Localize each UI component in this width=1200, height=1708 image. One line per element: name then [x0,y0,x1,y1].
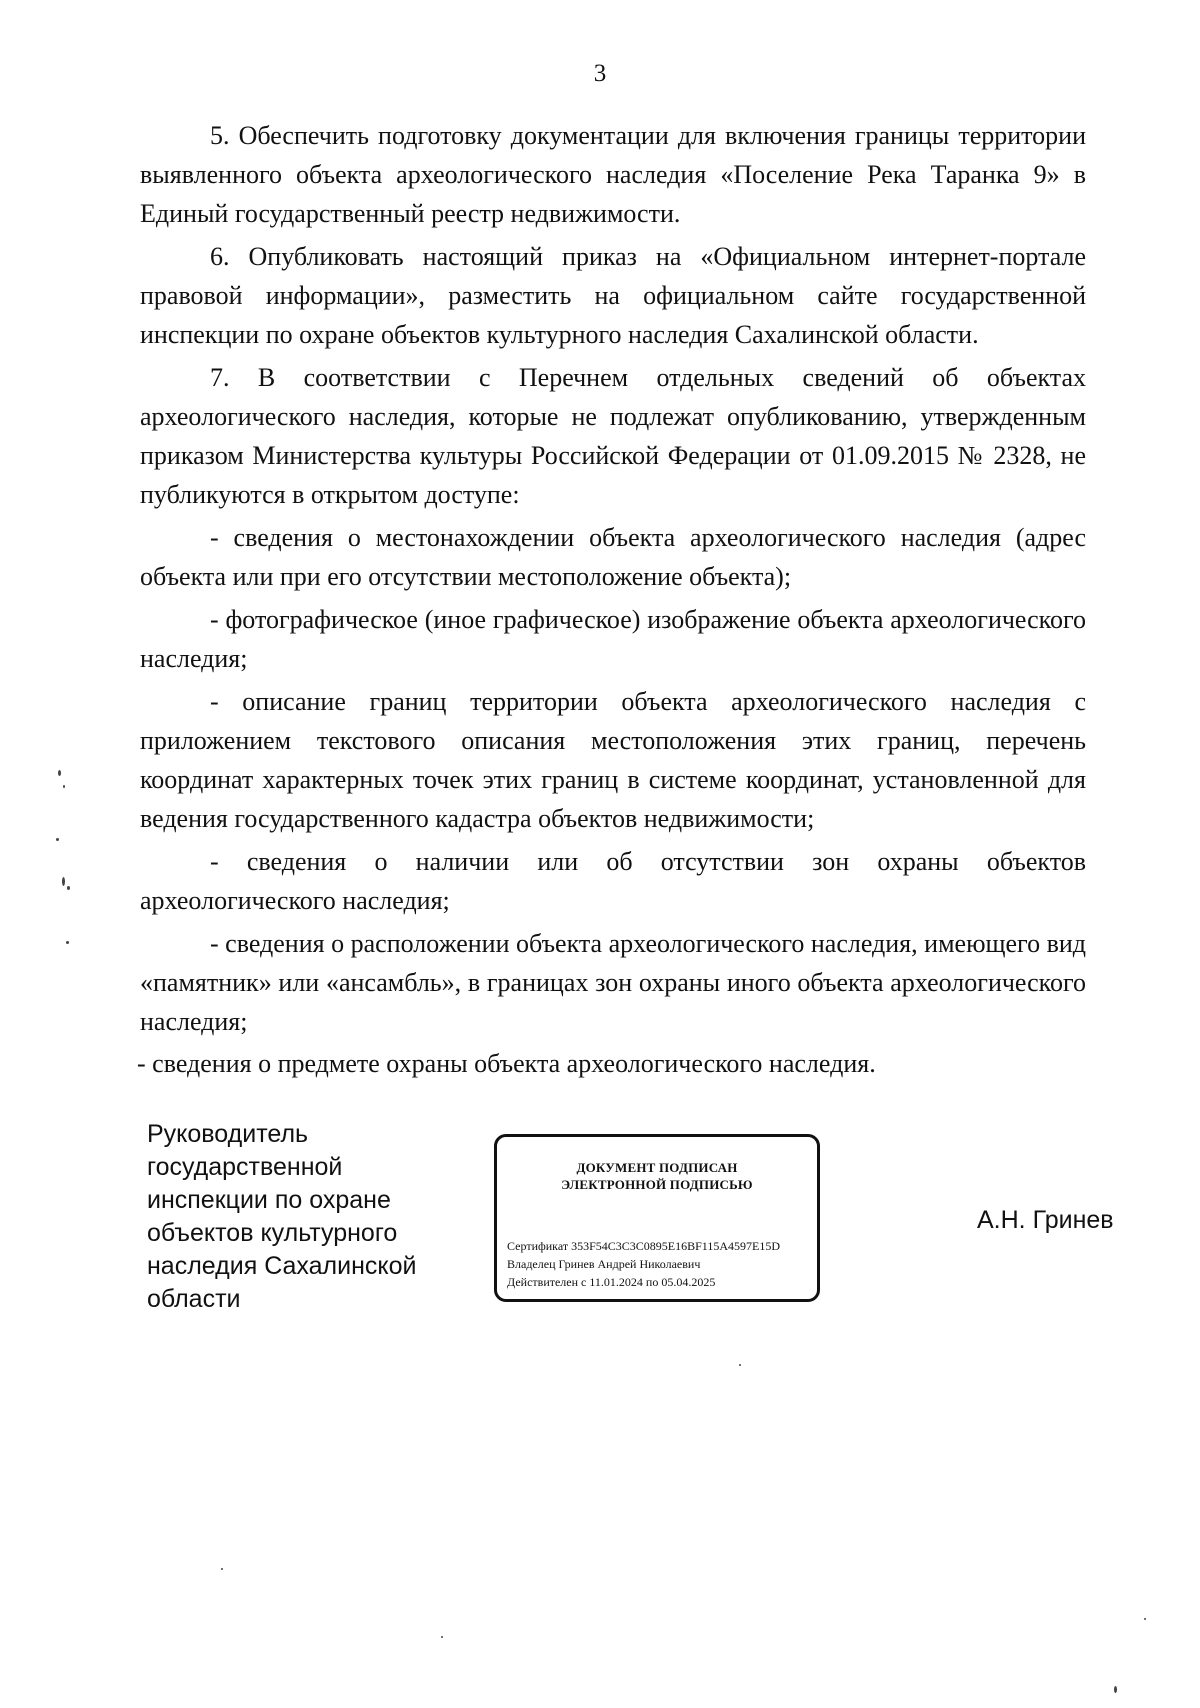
list-item: - сведения о местонахождении объекта археологического наследия (адрес объекта или при его отсутствии местоположение объекта); [140,523,1086,591]
scan-speck [62,877,65,886]
stamp-details [507,1237,811,1291]
scan-speck [56,838,59,841]
signer-title-line: области [147,1285,241,1313]
scan-speck [1144,1618,1146,1620]
list-item: - сведения о расположении объекта археологического наследия, имеющего вид «памятник» или «ансамбль», в границах зон охраны иного объекта археологического наследия; [140,929,1086,1036]
scan-speck [441,1636,443,1638]
signer-title-line: инспекции по охране [147,1186,391,1214]
page-number: 3 [593,60,607,87]
scan-speck [67,886,70,890]
stamp-certificate: Сертификат 353F54C3C3C0895E16BF115A4597E15D [507,1239,780,1253]
scan-speck [66,941,69,944]
signer-title-line: Руководитель [147,1120,309,1148]
stamp-heading [497,1159,817,1193]
signer-title-line: государственной [147,1153,343,1181]
paragraph-5: 5. Обеспечить подготовку документации для включения границы территории выявленного объекта археологического наследия «Поселение Река Таранка 9» в Единый государственный реестр недвижимости. [140,121,1086,228]
signer-name: А.Н. Гринев [977,1206,1114,1234]
stamp-heading-line: ЭЛЕКТРОННОЙ ПОДПИСЬЮ [561,1177,753,1192]
list-item: - фотографическое (иное графическое) изображение объекта археологического наследия; [140,605,1086,673]
paragraph-6: 6. Опубликовать настоящий приказ на «Официальном интернет-портале правовой информации», разместить на официальном сайте государственной инспекции по охране объектов культурного наследия Сахалинской области. [140,242,1086,349]
signer-title-line: объектов культурного [147,1219,398,1247]
list-item: - сведения о предмете охраны объекта археологического наследия. [137,1049,876,1078]
signer-title [147,1118,417,1316]
scan-speck [739,1364,741,1366]
scan-speck [58,770,61,776]
electronic-signature-stamp [494,1134,820,1302]
list-item: - описание границ территории объекта археологического наследия с приложением текстового описания местоположения этих границ, перечень координат характерных точек этих границ в системе координат, установленной для ведения государственного кадастра объектов недвижимости; [140,687,1086,833]
document-body [137,116,1086,1083]
scan-speck [63,785,65,788]
paragraph-7: 7. В соответствии с Перечнем отдельных сведений об объектах археологического наследия, которые не подлежат опубликованию, утвержденным приказом Министерства культуры Российской Федерации от 01.09.2015 № 2328, не публикуются в открытом доступе: [140,363,1086,509]
stamp-validity: Действителен с 11.01.2024 по 05.04.2025 [507,1275,716,1289]
scan-speck [1114,1686,1117,1693]
stamp-heading-line: ДОКУМЕНТ ПОДПИСАН [576,1160,738,1175]
signer-title-line: наследия Сахалинской [147,1252,417,1280]
scan-speck [221,1568,223,1570]
list-item: - сведения о наличии или об отсутствии зон охраны объектов археологического наследия; [140,847,1086,915]
stamp-owner: Владелец Гринев Андрей Николаевич [507,1257,701,1271]
